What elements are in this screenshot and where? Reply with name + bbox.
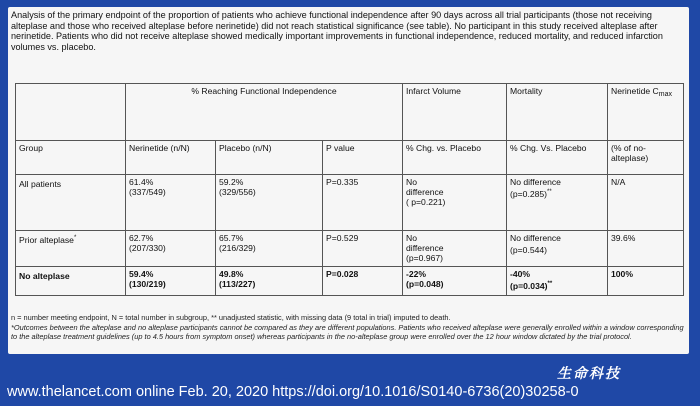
row-pvalue: P=0.335	[323, 175, 403, 231]
row-nerinetide: 59.4% (130/219)	[126, 267, 216, 296]
table-subheader-row	[16, 141, 684, 175]
row-nerinetide: 61.4% (337/549)	[126, 175, 216, 231]
row-cmax: 39.6%	[608, 231, 684, 267]
row-placebo: 59.2% (329/556)	[216, 175, 323, 231]
row-mortality: No difference (p=0.285)**	[507, 175, 608, 231]
row-placebo: 49.8% (113/227)	[216, 267, 323, 296]
table-row	[16, 231, 684, 267]
cmax-label: Nerinetide C	[611, 86, 659, 96]
row-infarct: -22% (p=0.048)	[403, 267, 507, 296]
subheader-group: Group	[16, 141, 126, 175]
intro-paragraph: Analysis of the primary endpoint of the proportion of patients who achieve functional independence after 90 days across all trial participants (those not receiving alteplase and those who received alteplase before nerinetide) did not reach statistical significance (see table). No participant in this study received alteplase after nerinetide. Patients who did not receive alteplase showed medically important improvements in functional independence, reduced mortality, and reduced infarction volumes vs. placebo.	[11, 10, 663, 52]
table-header-row	[16, 84, 684, 141]
row-mortality: -40% (p=0.034)**	[507, 267, 608, 296]
header-infarct-volume: Infarct Volume	[403, 84, 507, 141]
row-cmax: N/A	[608, 175, 684, 231]
row-infarct: No difference (p=0.967)	[403, 231, 507, 267]
footnote-definitions: n = number meeting endpoint, N = total number in subgroup, ** unadjusted statistic, with missing data (9 total in trial) imputed to death.	[11, 313, 451, 322]
subheader-infarct: % Chg. vs. Placebo	[403, 141, 507, 175]
row-group: All patients	[16, 175, 126, 231]
results-table	[15, 83, 684, 296]
subheader-placebo: Placebo (n/N)	[216, 141, 323, 175]
row-placebo: 65.7% (216/329)	[216, 231, 323, 267]
table-row	[16, 267, 684, 296]
header-mortality: Mortality	[507, 84, 608, 141]
footnote-alteplase: *Outcomes between the alteplase and no alteplase participants cannot be compared as they are different populations. Patients who received alteplase were generally enrolled within a window corresponding to the alteplase treatment guidelines (up to 4.5 hours from symptom onset) whereas participants in the no-alteplase group were enrolled over the 12 hour window dictated by the trial protocol.	[11, 323, 684, 342]
header-blank	[16, 84, 126, 141]
subheader-mortality: % Chg. Vs. Placebo	[507, 141, 608, 175]
row-mortality: No difference (p=0.544)	[507, 231, 608, 267]
row-group: Prior alteplase*	[16, 231, 126, 267]
subheader-cmax: (% of no-alteplase)	[608, 141, 684, 175]
content-panel	[8, 7, 689, 354]
subheader-pvalue: P value	[323, 141, 403, 175]
row-nerinetide: 62.7% (207/330)	[126, 231, 216, 267]
watermark-logo: 生命科技	[557, 366, 621, 382]
header-functional-independence: % Reaching Functional Independence	[126, 84, 403, 141]
header-cmax	[608, 84, 684, 141]
subheader-nerinetide: Nerinetide (n/N)	[126, 141, 216, 175]
row-pvalue: P=0.028	[323, 267, 403, 296]
table-row	[16, 175, 684, 231]
row-group: No alteplase	[16, 267, 126, 296]
row-cmax: 100%	[608, 267, 684, 296]
row-infarct: No difference ( p=0.221)	[403, 175, 507, 231]
cmax-subscript: max	[658, 91, 672, 98]
source-citation: www.thelancet.com online Feb. 20, 2020 https://doi.org/10.1016/S0140-6736(20)30258-0	[7, 384, 579, 400]
row-pvalue: P=0.529	[323, 231, 403, 267]
